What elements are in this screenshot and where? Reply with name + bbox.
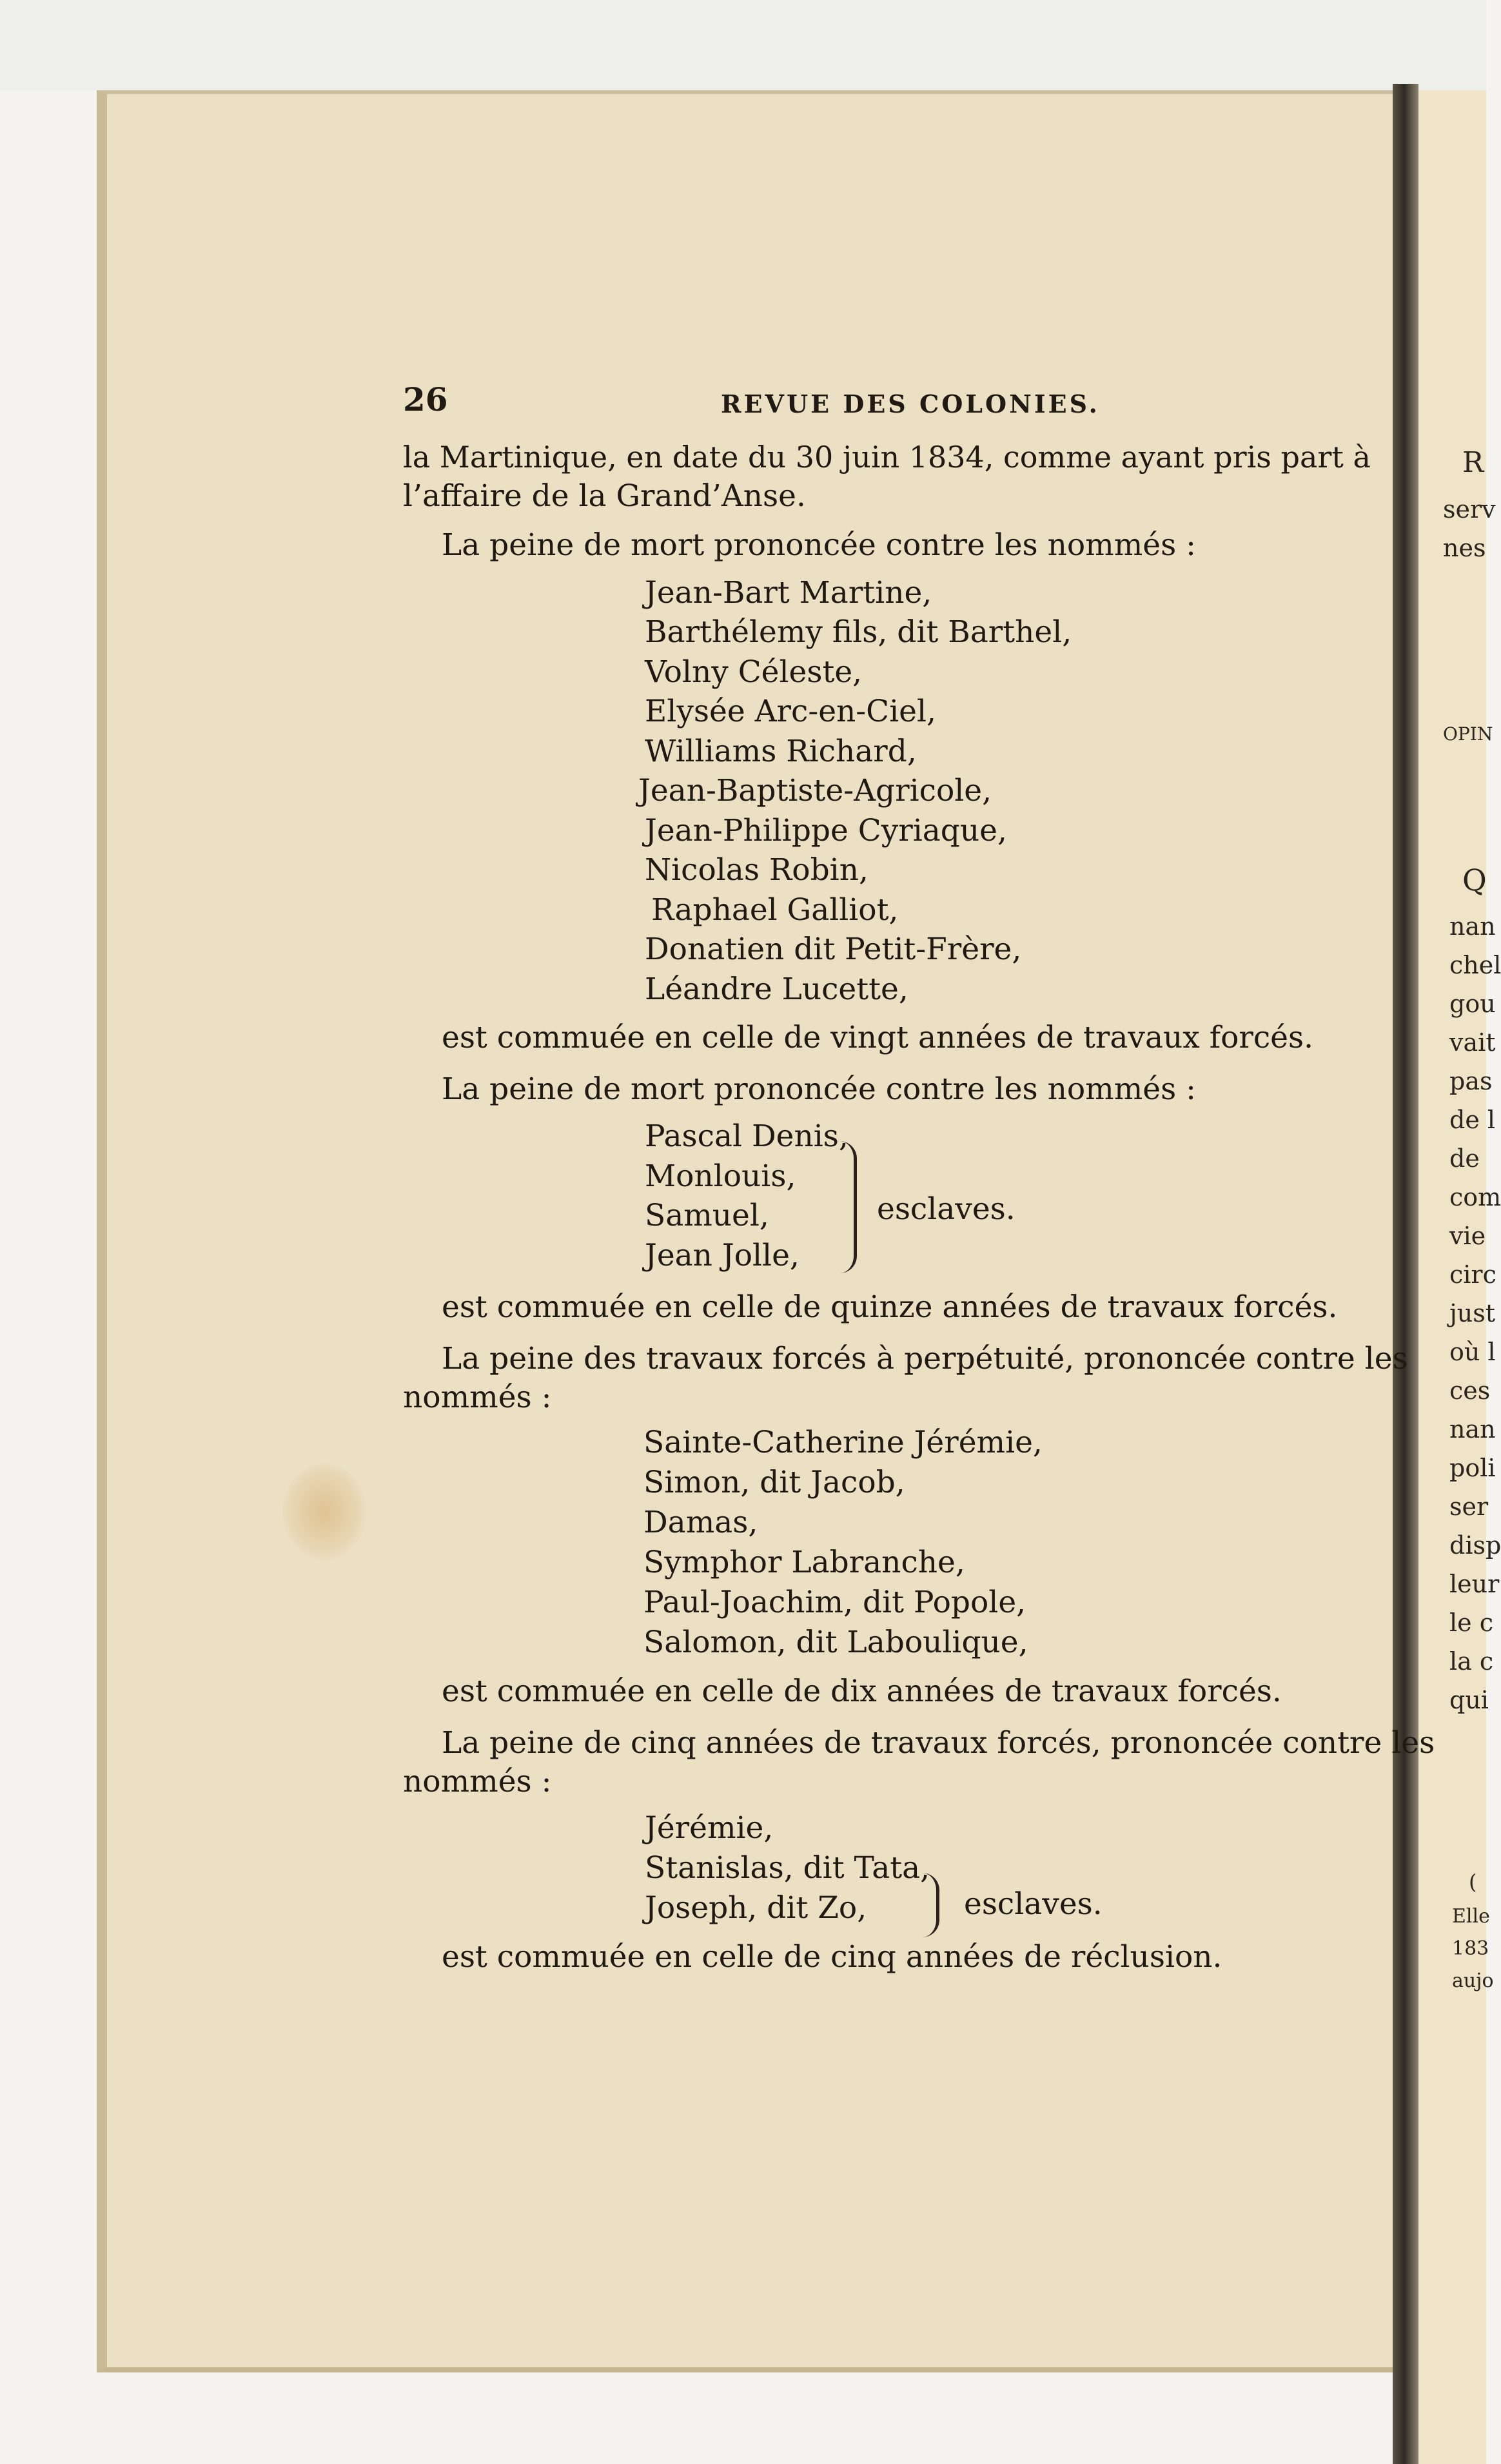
name-line: Simon, dit Jacob, (643, 1465, 905, 1500)
next-page-fragment: pas (1449, 1067, 1493, 1095)
name-line: Monlouis, (645, 1159, 796, 1194)
next-page-fragment: 183 (1452, 1937, 1489, 1960)
scan-background (0, 0, 1486, 90)
next-page-fragment: nan (1449, 912, 1496, 941)
text-line: est commuée en celle de cinq années de réclusion. (442, 1939, 1222, 1975)
next-page-fragment: gou (1449, 990, 1496, 1018)
name-line: Barthélemy fils, dit Barthel, (645, 614, 1072, 650)
next-page-fragment: où l (1449, 1338, 1496, 1366)
text-line: La peine des travaux forcés à perpétuité, prononcée contre les (442, 1341, 1408, 1376)
name-line: Sainte-Catherine Jérémie, (643, 1425, 1043, 1460)
book-spine (1393, 84, 1418, 2464)
name-line: Volny Céleste, (645, 654, 863, 690)
text-line: nommés : (403, 1380, 552, 1415)
name-line: Jean-Baptiste-Agricole, (638, 773, 992, 808)
text-line: La peine de mort prononcée contre les nommés : (442, 1071, 1197, 1107)
next-page-fragment: ces (1449, 1376, 1491, 1405)
next-page-fragment: de (1449, 1144, 1480, 1173)
name-line: Jean-Bart Martine, (645, 575, 932, 611)
text-line: l’affaire de la Grand’Anse. (403, 478, 806, 514)
name-line: Donatien dit Petit-Frère, (645, 932, 1022, 967)
name-line: Damas, (643, 1505, 758, 1540)
next-page-fragment: Elle (1452, 1905, 1490, 1928)
brace-group-4 (922, 1873, 939, 1937)
name-line: Elysée Arc-en-Ciel, (645, 694, 936, 729)
name-line: Williams Richard, (645, 734, 917, 769)
name-line: Symphor Labranche, (643, 1545, 965, 1580)
next-page-fragment: qui (1449, 1686, 1489, 1714)
name-line: Paul-Joachim, dit Popole, (643, 1585, 1026, 1620)
name-line: Samuel, (645, 1198, 769, 1233)
next-page-fragment: disp (1449, 1531, 1501, 1560)
next-page-fragment: poli (1449, 1454, 1496, 1482)
name-line: Jérémie, (645, 1810, 774, 1846)
next-page-fragment: ser (1449, 1492, 1489, 1521)
next-page-fragment: aujo (1452, 1970, 1494, 1992)
next-page-fragment: just (1449, 1299, 1496, 1327)
name-line: Jean-Philippe Cyriaque, (645, 813, 1007, 848)
next-page-fragment: com (1449, 1183, 1501, 1211)
running-title: REVUE DES COLONIES. (721, 389, 1100, 418)
brace-label-esclaves: esclaves. (877, 1191, 1015, 1227)
text-line: nommés : (403, 1764, 552, 1799)
name-line: Salomon, dit Laboulique, (643, 1625, 1028, 1660)
next-page-fragment: circ (1449, 1260, 1496, 1289)
next-page-fragment: serv (1443, 495, 1496, 523)
next-page-fragment: leur (1449, 1570, 1500, 1598)
next-page-fragment: R (1462, 446, 1484, 479)
next-page-fragment: vie (1449, 1222, 1486, 1250)
next-page-fragment: vait (1449, 1028, 1496, 1057)
page-number: 26 (403, 380, 448, 418)
text-line: est commuée en celle de quinze années de travaux forcés. (442, 1289, 1338, 1325)
text-line: est commuée en celle de dix années de travaux forcés. (442, 1674, 1282, 1709)
name-line: Joseph, dit Zo, (645, 1890, 867, 1926)
text-line: La peine de mort prononcée contre les nommés : (442, 527, 1197, 563)
next-page-fragment: le c (1449, 1608, 1494, 1637)
name-line: Pascal Denis, (645, 1119, 849, 1154)
next-page-fragment: la c (1449, 1647, 1494, 1676)
next-page-fragment: de l (1449, 1106, 1496, 1134)
next-page-fragment: Q (1462, 863, 1487, 897)
text-line: La peine de cinq années de travaux forcés, prononcée contre les (442, 1725, 1435, 1761)
text-line: la Martinique, en date du 30 juin 1834, comme ayant pris part à (403, 440, 1371, 474)
brace-label-esclaves: esclaves. (964, 1886, 1103, 1922)
paper-stain (282, 1463, 366, 1560)
name-line: Raphael Galliot, (651, 892, 899, 928)
brace-group-2 (839, 1141, 857, 1273)
next-page-fragment: ( (1469, 1870, 1477, 1894)
name-line: Léandre Lucette, (645, 972, 908, 1007)
next-page-fragment: nes (1443, 534, 1486, 562)
name-line: Jean Jolle, (645, 1238, 800, 1273)
next-page-fragment: nan (1449, 1415, 1496, 1443)
next-page-edge (1418, 90, 1501, 2464)
text-line: est commuée en celle de vingt années de travaux forcés. (442, 1020, 1314, 1055)
next-page-fragment: chel (1449, 951, 1501, 979)
next-page-fragment: OPIN (1443, 723, 1493, 745)
name-line: Stanislas, dit Tata, (645, 1850, 930, 1886)
name-line: Nicolas Robin, (645, 852, 868, 888)
